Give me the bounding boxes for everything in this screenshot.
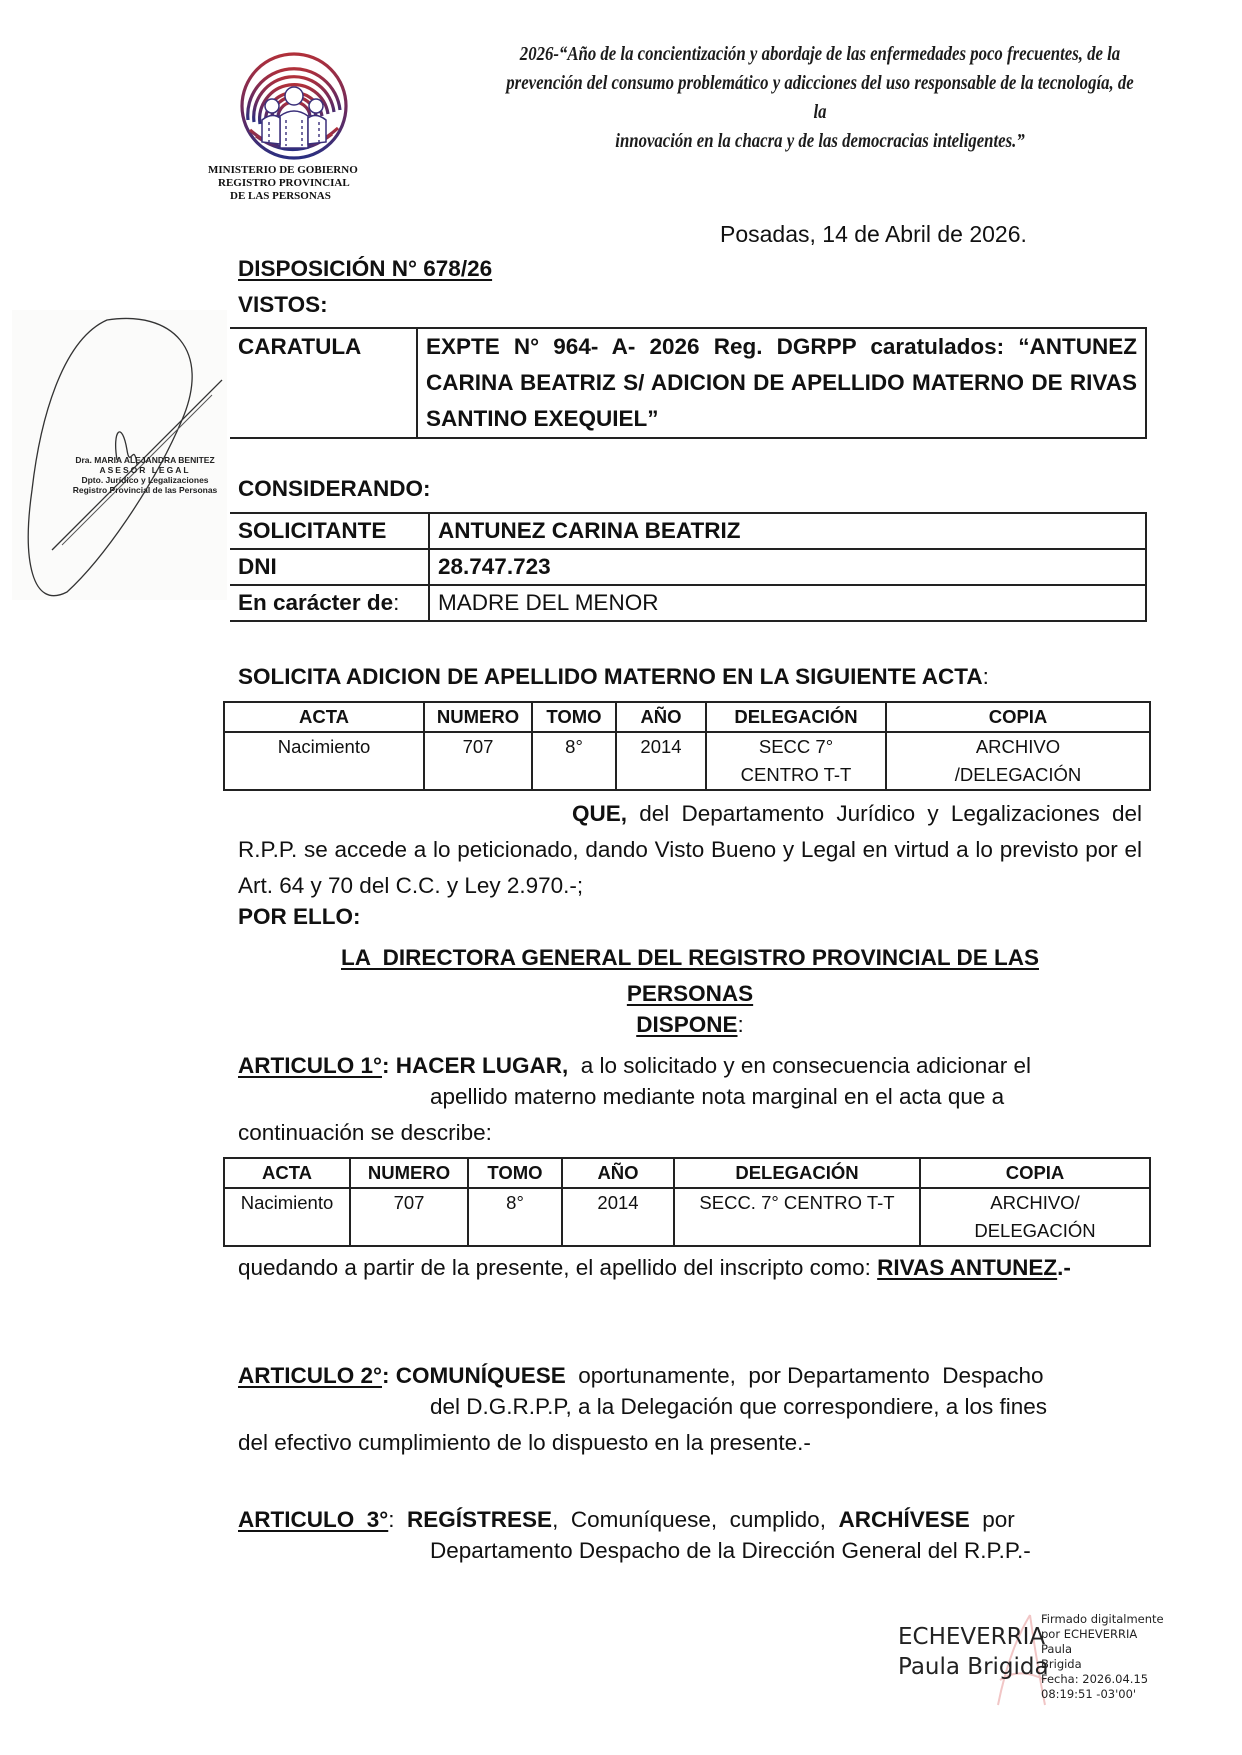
quedando-text: quedando a partir de la presente, el apellido del inscripto como:: [238, 1255, 878, 1280]
authority-line: PERSONAS: [626, 981, 754, 1006]
article-1-line-2: apellido materno mediante nota marginal en el acta que a: [430, 1084, 1005, 1109]
cell-anio: 2014: [562, 1188, 674, 1246]
table-header-row: [224, 702, 1150, 732]
article-3-text: , Comuníquese, cumplido,: [552, 1507, 839, 1532]
request-heading-text: SOLICITA ADICION DE APELLIDO MATERNO EN LA SIGUIENTE ACTA: [238, 664, 983, 689]
digital-signer-name: [898, 1622, 1049, 1682]
acta-table-resolution: [223, 1157, 1151, 1247]
article-1-line-3: continuación se describe:: [238, 1120, 492, 1145]
signature-info-line: 08:19:51 -03'00': [1041, 1687, 1137, 1701]
article-1-action: HACER LUGAR,: [389, 1053, 569, 1078]
col-acta: ACTA: [224, 1158, 350, 1188]
cell-copia: [920, 1188, 1150, 1246]
article-2-action: COMUNÍQUESE: [389, 1363, 566, 1388]
caratula-table: [230, 327, 1147, 439]
table-row: [224, 732, 1150, 790]
caratula-row: [230, 328, 1146, 438]
cell-acta: Nacimiento: [224, 732, 424, 790]
document-date: Posadas, 14 de Abril de 2026.: [720, 221, 1027, 247]
motto-line: prevención del consumo problemático y adicciones del uso responsable de la tecnología, de la: [506, 73, 1134, 123]
table-row: [230, 513, 1146, 549]
article-1: [238, 1048, 1142, 1084]
article-2: [238, 1358, 1142, 1394]
table-row: [230, 585, 1146, 621]
article-3-action-1: REGÍSTRESE: [394, 1507, 553, 1532]
applicant-label: SOLICITANTE: [230, 513, 429, 549]
que-text: del Departamento Jurídico y Legalizaciones del R.P.P. se accede a lo peticionado, dando Visto Bueno y Legal en virtud a lo previsto por el Art. 64 y 70 del C.C. y Ley 2.970.-;: [238, 801, 1142, 898]
article-3-text-end: por: [969, 1507, 1015, 1532]
fingerprint-people-logo-icon: [238, 50, 350, 162]
role-label: [230, 585, 429, 621]
col-tomo: TOMO: [532, 702, 616, 732]
col-copia: COPIA: [920, 1158, 1150, 1188]
legal-advisor-stamp: [65, 455, 225, 495]
quedando-suffix: .-: [1057, 1255, 1071, 1280]
cell-line: ARCHIVO/: [990, 1192, 1080, 1213]
signature-info-line: Firmado digitalmente: [1041, 1612, 1164, 1626]
cell-numero: 707: [424, 732, 532, 790]
dni-label: DNI: [230, 549, 429, 585]
col-copia: COPIA: [886, 702, 1150, 732]
authority-heading: [238, 940, 1142, 1012]
ministry-heading: [208, 164, 378, 203]
stamp-line: Dpto. Jurídico y Legalizaciones: [81, 475, 209, 485]
cell-copia: [886, 732, 1150, 790]
cell-tomo: 8°: [468, 1188, 562, 1246]
dispone-heading: [238, 1012, 1142, 1038]
caratula-value: EXPTE N° 964- A- 2026 Reg. DGRPP caratulados: “ANTUNEZ CARINA BEATRIZ S/ ADICION DE APELLIDO MATERNO DE RIVAS SANTINO EXEQUIEL”: [426, 334, 1137, 431]
article-3-colon: :: [388, 1507, 395, 1532]
cell-line: /DELEGACIÓN: [954, 764, 1082, 785]
signer-line: Paula Brigida: [898, 1654, 1049, 1680]
que-paragraph: [238, 796, 1142, 904]
por-ello-heading: POR ELLO:: [238, 904, 361, 929]
disposition-number: DISPOSICIÓN N° 678/26: [238, 256, 493, 281]
col-acta: ACTA: [224, 702, 424, 732]
digital-signature-info: [1041, 1612, 1171, 1702]
applicant-table: [230, 512, 1147, 622]
year-motto: [502, 40, 1138, 156]
resulting-surname: RIVAS ANTUNEZ: [877, 1255, 1058, 1280]
col-numero: NUMERO: [350, 1158, 468, 1188]
ministry-line: MINISTERIO DE GOBIERNO: [208, 164, 358, 176]
article-3-label: ARTICULO 3°: [238, 1507, 389, 1532]
motto-line: innovación en la chacra y de las democracias inteligentes.”: [615, 131, 1025, 152]
article-2-colon: :: [382, 1363, 390, 1388]
ministry-line: DE LAS PERSONAS: [230, 190, 331, 202]
article-1-label: ARTICULO 1°: [238, 1053, 382, 1078]
signature-info-line: Brigida: [1041, 1657, 1082, 1671]
caratula-label: CARATULA: [230, 328, 417, 438]
col-anio: AÑO: [562, 1158, 674, 1188]
signature-info-line: Fecha: 2026.04.15: [1041, 1672, 1149, 1686]
motto-line: 2026-“Año de la concientización y abordaje de las enfermedades poco frecuentes, de la: [519, 44, 1121, 65]
dispone-colon: :: [737, 1012, 744, 1037]
cell-acta: Nacimiento: [224, 1188, 350, 1246]
article-3: [238, 1502, 1142, 1538]
authority-line: LA DIRECTORA GENERAL DEL REGISTRO PROVINCIAL DE LAS: [341, 945, 1039, 970]
cell-line: ARCHIVO: [975, 736, 1061, 757]
article-3-action-2: ARCHÍVESE: [838, 1507, 970, 1532]
stamp-line: Dra. MARIA ALEJANDRA BENITEZ: [75, 455, 215, 465]
col-anio: AÑO: [616, 702, 706, 732]
stamp-line: ASESOR LEGAL: [99, 465, 191, 475]
col-delegacion: DELEGACIÓN: [674, 1158, 920, 1188]
signer-line: ECHEVERRIA: [898, 1624, 1046, 1650]
article-2-label: ARTICULO 2°: [238, 1363, 382, 1388]
col-delegacion: DELEGACIÓN: [706, 702, 886, 732]
article-2-text: oportunamente, por Departamento Despacho: [565, 1363, 1044, 1388]
stamp-line: Registro Provincial de las Personas: [72, 485, 218, 495]
request-heading: [238, 664, 989, 690]
col-tomo: TOMO: [468, 1158, 562, 1188]
role-label-colon: :: [393, 590, 400, 615]
request-heading-colon: :: [982, 664, 989, 689]
signature-info-line: por ECHEVERRIA Paula: [1041, 1627, 1138, 1656]
dni-value: 28.747.723: [429, 549, 1146, 585]
col-numero: NUMERO: [424, 702, 532, 732]
considerando-heading: CONSIDERANDO:: [238, 476, 431, 501]
dispone-text: DISPONE: [636, 1012, 738, 1037]
resulting-surname-paragraph: [238, 1250, 1142, 1286]
cell-line: DELEGACIÓN: [974, 1220, 1096, 1241]
acta-table-request: [223, 701, 1151, 791]
article-3-line-2: Departamento Despacho de la Dirección General del R.P.P.-: [430, 1538, 1031, 1563]
table-row: [224, 1188, 1150, 1246]
ministry-line: REGISTRO PROVINCIAL: [218, 177, 350, 189]
article-2-line-2: del D.G.R.P.P, a la Delegación que correspondiere, a los fines: [430, 1394, 1048, 1419]
cell-anio: 2014: [616, 732, 706, 790]
cell-line: CENTRO T-T: [740, 764, 852, 785]
role-label-text: En carácter de: [238, 590, 394, 615]
cell-line: SECC 7°: [758, 736, 834, 757]
cell-delegacion: SECC. 7° CENTRO T-T: [674, 1188, 920, 1246]
article-1-colon: :: [382, 1053, 390, 1078]
article-2-line-3: del efectivo cumplimiento de lo dispuesto en la presente.-: [238, 1430, 811, 1455]
role-value: MADRE DEL MENOR: [429, 585, 1146, 621]
vistos-heading: VISTOS:: [238, 292, 328, 317]
cell-numero: 707: [350, 1188, 468, 1246]
table-row: [230, 549, 1146, 585]
cell-delegacion: [706, 732, 886, 790]
applicant-name: ANTUNEZ CARINA BEATRIZ: [429, 513, 1146, 549]
cell-tomo: 8°: [532, 732, 616, 790]
table-header-row: [224, 1158, 1150, 1188]
que-label: QUE,: [572, 801, 628, 826]
article-1-text: a lo solicitado y en consecuencia adicionar el: [568, 1053, 1032, 1078]
